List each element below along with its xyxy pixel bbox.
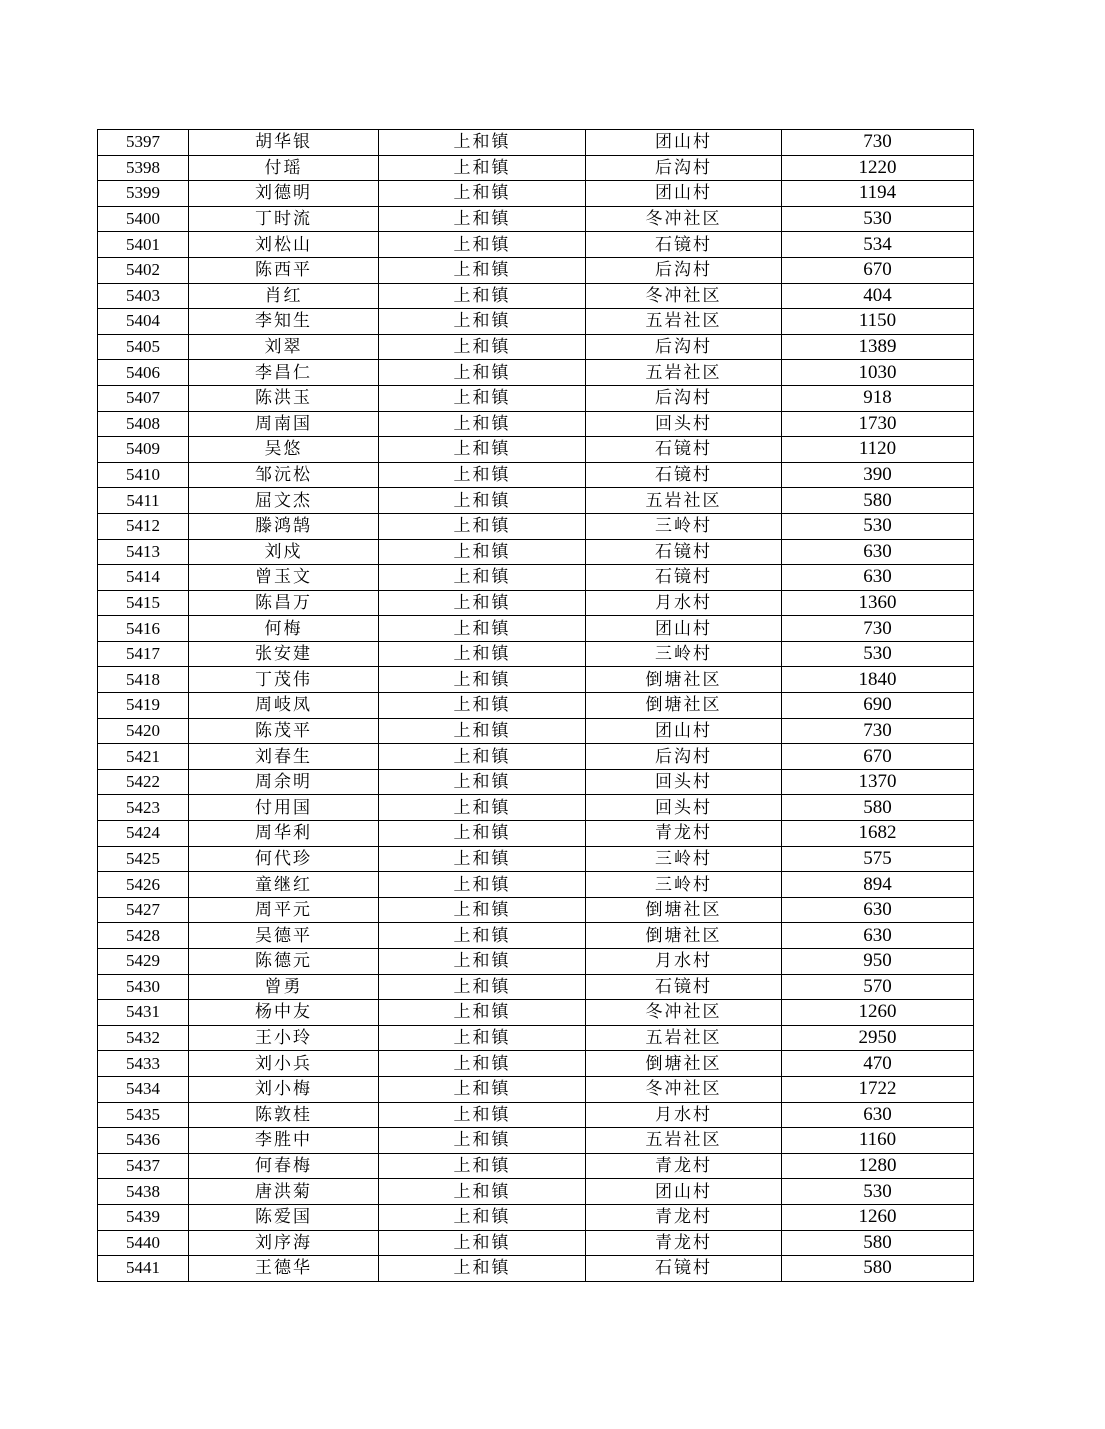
table-row bbox=[98, 897, 974, 923]
person-name-cell: 屈文杰 bbox=[189, 488, 379, 514]
town-cell: 上和镇 bbox=[379, 206, 586, 232]
town-cell: 上和镇 bbox=[379, 1204, 586, 1230]
person-name-cell: 刘翠 bbox=[189, 334, 379, 360]
person-name-cell: 周平元 bbox=[189, 897, 379, 923]
village-cell: 倒塘社区 bbox=[586, 1051, 782, 1077]
village-cell: 五岩社区 bbox=[586, 488, 782, 514]
village-cell: 后沟村 bbox=[586, 744, 782, 770]
village-cell: 团山村 bbox=[586, 181, 782, 207]
amount-cell: 1160 bbox=[782, 1128, 974, 1154]
village-cell: 石镜村 bbox=[586, 462, 782, 488]
person-name-cell: 李知生 bbox=[189, 309, 379, 335]
table-row bbox=[98, 718, 974, 744]
town-cell: 上和镇 bbox=[379, 411, 586, 437]
table-row bbox=[98, 1051, 974, 1077]
row-number-cell: 5414 bbox=[98, 565, 189, 591]
town-cell: 上和镇 bbox=[379, 897, 586, 923]
person-name-cell: 陈昌万 bbox=[189, 590, 379, 616]
village-cell: 团山村 bbox=[586, 718, 782, 744]
person-name-cell: 王德华 bbox=[189, 1256, 379, 1282]
row-number-cell: 5427 bbox=[98, 897, 189, 923]
person-name-cell: 刘戍 bbox=[189, 539, 379, 565]
town-cell: 上和镇 bbox=[379, 385, 586, 411]
village-cell: 倒塘社区 bbox=[586, 897, 782, 923]
table-row bbox=[98, 181, 974, 207]
table-row bbox=[98, 1256, 974, 1282]
village-cell: 石镜村 bbox=[586, 539, 782, 565]
table-row bbox=[98, 309, 974, 335]
table-row bbox=[98, 769, 974, 795]
row-number-cell: 5440 bbox=[98, 1230, 189, 1256]
amount-cell: 404 bbox=[782, 283, 974, 309]
table-row bbox=[98, 641, 974, 667]
amount-cell: 730 bbox=[782, 616, 974, 642]
table-row bbox=[98, 539, 974, 565]
amount-cell: 690 bbox=[782, 693, 974, 719]
village-cell: 石镜村 bbox=[586, 437, 782, 463]
town-cell: 上和镇 bbox=[379, 181, 586, 207]
amount-cell: 390 bbox=[782, 462, 974, 488]
village-cell: 回头村 bbox=[586, 411, 782, 437]
village-cell: 青龙村 bbox=[586, 1230, 782, 1256]
row-number-cell: 5437 bbox=[98, 1153, 189, 1179]
amount-cell: 1840 bbox=[782, 667, 974, 693]
town-cell: 上和镇 bbox=[379, 795, 586, 821]
amount-cell: 630 bbox=[782, 539, 974, 565]
row-number-cell: 5430 bbox=[98, 974, 189, 1000]
table-row bbox=[98, 1076, 974, 1102]
person-name-cell: 吴悠 bbox=[189, 437, 379, 463]
amount-cell: 630 bbox=[782, 1102, 974, 1128]
village-cell: 回头村 bbox=[586, 795, 782, 821]
town-cell: 上和镇 bbox=[379, 360, 586, 386]
town-cell: 上和镇 bbox=[379, 872, 586, 898]
row-number-cell: 5425 bbox=[98, 846, 189, 872]
amount-cell: 530 bbox=[782, 513, 974, 539]
village-cell: 青龙村 bbox=[586, 1204, 782, 1230]
person-name-cell: 何春梅 bbox=[189, 1153, 379, 1179]
table-row bbox=[98, 1179, 974, 1205]
town-cell: 上和镇 bbox=[379, 1128, 586, 1154]
person-name-cell: 周华利 bbox=[189, 821, 379, 847]
amount-cell: 1389 bbox=[782, 334, 974, 360]
amount-cell: 534 bbox=[782, 232, 974, 258]
town-cell: 上和镇 bbox=[379, 1153, 586, 1179]
amount-cell: 580 bbox=[782, 795, 974, 821]
amount-cell: 1730 bbox=[782, 411, 974, 437]
row-number-cell: 5402 bbox=[98, 257, 189, 283]
town-cell: 上和镇 bbox=[379, 437, 586, 463]
row-number-cell: 5409 bbox=[98, 437, 189, 463]
row-number-cell: 5434 bbox=[98, 1076, 189, 1102]
town-cell: 上和镇 bbox=[379, 974, 586, 1000]
person-name-cell: 周余明 bbox=[189, 769, 379, 795]
row-number-cell: 5415 bbox=[98, 590, 189, 616]
table-row bbox=[98, 693, 974, 719]
table-row bbox=[98, 155, 974, 181]
town-cell: 上和镇 bbox=[379, 1051, 586, 1077]
amount-cell: 730 bbox=[782, 718, 974, 744]
row-number-cell: 5413 bbox=[98, 539, 189, 565]
amount-cell: 580 bbox=[782, 1256, 974, 1282]
town-cell: 上和镇 bbox=[379, 641, 586, 667]
town-cell: 上和镇 bbox=[379, 718, 586, 744]
table-row bbox=[98, 411, 974, 437]
table-row bbox=[98, 590, 974, 616]
table-row bbox=[98, 949, 974, 975]
village-cell: 三岭村 bbox=[586, 513, 782, 539]
town-cell: 上和镇 bbox=[379, 513, 586, 539]
village-cell: 月水村 bbox=[586, 590, 782, 616]
row-number-cell: 5408 bbox=[98, 411, 189, 437]
village-cell: 后沟村 bbox=[586, 257, 782, 283]
village-cell: 青龙村 bbox=[586, 1153, 782, 1179]
person-name-cell: 张安建 bbox=[189, 641, 379, 667]
village-cell: 冬冲社区 bbox=[586, 283, 782, 309]
person-name-cell: 李昌仁 bbox=[189, 360, 379, 386]
row-number-cell: 5426 bbox=[98, 872, 189, 898]
town-cell: 上和镇 bbox=[379, 769, 586, 795]
table-row bbox=[98, 257, 974, 283]
village-cell: 后沟村 bbox=[586, 385, 782, 411]
table-row bbox=[98, 1025, 974, 1051]
amount-cell: 530 bbox=[782, 206, 974, 232]
amount-cell: 1150 bbox=[782, 309, 974, 335]
amount-cell: 1260 bbox=[782, 1000, 974, 1026]
person-name-cell: 陈茂平 bbox=[189, 718, 379, 744]
amount-cell: 894 bbox=[782, 872, 974, 898]
row-number-cell: 5399 bbox=[98, 181, 189, 207]
person-name-cell: 何代珍 bbox=[189, 846, 379, 872]
town-cell: 上和镇 bbox=[379, 1230, 586, 1256]
person-name-cell: 杨中友 bbox=[189, 1000, 379, 1026]
amount-cell: 670 bbox=[782, 744, 974, 770]
village-cell: 回头村 bbox=[586, 769, 782, 795]
town-cell: 上和镇 bbox=[379, 309, 586, 335]
person-name-cell: 刘小梅 bbox=[189, 1076, 379, 1102]
town-cell: 上和镇 bbox=[379, 155, 586, 181]
table-row bbox=[98, 667, 974, 693]
row-number-cell: 5419 bbox=[98, 693, 189, 719]
person-name-cell: 刘序海 bbox=[189, 1230, 379, 1256]
row-number-cell: 5428 bbox=[98, 923, 189, 949]
table-row bbox=[98, 744, 974, 770]
row-number-cell: 5401 bbox=[98, 232, 189, 258]
village-cell: 石镜村 bbox=[586, 974, 782, 1000]
row-number-cell: 5397 bbox=[98, 130, 189, 156]
row-number-cell: 5398 bbox=[98, 155, 189, 181]
village-cell: 冬冲社区 bbox=[586, 1076, 782, 1102]
row-number-cell: 5436 bbox=[98, 1128, 189, 1154]
town-cell: 上和镇 bbox=[379, 539, 586, 565]
row-number-cell: 5400 bbox=[98, 206, 189, 232]
town-cell: 上和镇 bbox=[379, 1076, 586, 1102]
person-name-cell: 陈西平 bbox=[189, 257, 379, 283]
person-name-cell: 刘春生 bbox=[189, 744, 379, 770]
row-number-cell: 5407 bbox=[98, 385, 189, 411]
person-name-cell: 曾玉文 bbox=[189, 565, 379, 591]
amount-cell: 1120 bbox=[782, 437, 974, 463]
amount-cell: 1370 bbox=[782, 769, 974, 795]
village-cell: 三岭村 bbox=[586, 846, 782, 872]
table-row bbox=[98, 283, 974, 309]
table-row bbox=[98, 565, 974, 591]
town-cell: 上和镇 bbox=[379, 616, 586, 642]
town-cell: 上和镇 bbox=[379, 1000, 586, 1026]
amount-cell: 1220 bbox=[782, 155, 974, 181]
table-row bbox=[98, 130, 974, 156]
row-number-cell: 5418 bbox=[98, 667, 189, 693]
village-cell: 后沟村 bbox=[586, 334, 782, 360]
amount-cell: 1260 bbox=[782, 1204, 974, 1230]
amount-cell: 1722 bbox=[782, 1076, 974, 1102]
amount-cell: 530 bbox=[782, 1179, 974, 1205]
person-name-cell: 邹沅松 bbox=[189, 462, 379, 488]
town-cell: 上和镇 bbox=[379, 667, 586, 693]
table-row bbox=[98, 1102, 974, 1128]
row-number-cell: 5410 bbox=[98, 462, 189, 488]
person-name-cell: 刘德明 bbox=[189, 181, 379, 207]
row-number-cell: 5429 bbox=[98, 949, 189, 975]
amount-cell: 580 bbox=[782, 1230, 974, 1256]
village-cell: 团山村 bbox=[586, 130, 782, 156]
person-name-cell: 丁时流 bbox=[189, 206, 379, 232]
town-cell: 上和镇 bbox=[379, 590, 586, 616]
person-name-cell: 曾勇 bbox=[189, 974, 379, 1000]
person-name-cell: 何梅 bbox=[189, 616, 379, 642]
person-name-cell: 陈洪玉 bbox=[189, 385, 379, 411]
table-row bbox=[98, 846, 974, 872]
row-number-cell: 5421 bbox=[98, 744, 189, 770]
row-number-cell: 5439 bbox=[98, 1204, 189, 1230]
row-number-cell: 5438 bbox=[98, 1179, 189, 1205]
town-cell: 上和镇 bbox=[379, 949, 586, 975]
town-cell: 上和镇 bbox=[379, 693, 586, 719]
table-row bbox=[98, 872, 974, 898]
table-row bbox=[98, 795, 974, 821]
village-cell: 团山村 bbox=[586, 1179, 782, 1205]
amount-cell: 950 bbox=[782, 949, 974, 975]
town-cell: 上和镇 bbox=[379, 1102, 586, 1128]
row-number-cell: 5422 bbox=[98, 769, 189, 795]
roster-table bbox=[97, 129, 974, 1282]
amount-cell: 670 bbox=[782, 257, 974, 283]
table-row bbox=[98, 974, 974, 1000]
row-number-cell: 5406 bbox=[98, 360, 189, 386]
amount-cell: 1360 bbox=[782, 590, 974, 616]
person-name-cell: 肖红 bbox=[189, 283, 379, 309]
amount-cell: 1682 bbox=[782, 821, 974, 847]
village-cell: 石镜村 bbox=[586, 232, 782, 258]
amount-cell: 918 bbox=[782, 385, 974, 411]
row-number-cell: 5420 bbox=[98, 718, 189, 744]
amount-cell: 1030 bbox=[782, 360, 974, 386]
person-name-cell: 刘松山 bbox=[189, 232, 379, 258]
row-number-cell: 5412 bbox=[98, 513, 189, 539]
table-row bbox=[98, 1153, 974, 1179]
table-row bbox=[98, 1230, 974, 1256]
village-cell: 倒塘社区 bbox=[586, 923, 782, 949]
town-cell: 上和镇 bbox=[379, 283, 586, 309]
row-number-cell: 5417 bbox=[98, 641, 189, 667]
person-name-cell: 周南国 bbox=[189, 411, 379, 437]
town-cell: 上和镇 bbox=[379, 462, 586, 488]
amount-cell: 575 bbox=[782, 846, 974, 872]
row-number-cell: 5435 bbox=[98, 1102, 189, 1128]
person-name-cell: 滕鸿鹄 bbox=[189, 513, 379, 539]
town-cell: 上和镇 bbox=[379, 923, 586, 949]
row-number-cell: 5416 bbox=[98, 616, 189, 642]
person-name-cell: 王小玲 bbox=[189, 1025, 379, 1051]
amount-cell: 730 bbox=[782, 130, 974, 156]
village-cell: 五岩社区 bbox=[586, 1025, 782, 1051]
amount-cell: 630 bbox=[782, 923, 974, 949]
amount-cell: 2950 bbox=[782, 1025, 974, 1051]
village-cell: 月水村 bbox=[586, 1102, 782, 1128]
amount-cell: 530 bbox=[782, 641, 974, 667]
person-name-cell: 胡华银 bbox=[189, 130, 379, 156]
row-number-cell: 5403 bbox=[98, 283, 189, 309]
row-number-cell: 5441 bbox=[98, 1256, 189, 1282]
roster-table-body bbox=[98, 130, 974, 1282]
village-cell: 五岩社区 bbox=[586, 360, 782, 386]
table-row bbox=[98, 462, 974, 488]
village-cell: 石镜村 bbox=[586, 1256, 782, 1282]
person-name-cell: 陈爱国 bbox=[189, 1204, 379, 1230]
table-row bbox=[98, 385, 974, 411]
village-cell: 五岩社区 bbox=[586, 1128, 782, 1154]
table-row bbox=[98, 1128, 974, 1154]
person-name-cell: 陈德元 bbox=[189, 949, 379, 975]
town-cell: 上和镇 bbox=[379, 821, 586, 847]
row-number-cell: 5404 bbox=[98, 309, 189, 335]
person-name-cell: 付瑶 bbox=[189, 155, 379, 181]
person-name-cell: 李胜中 bbox=[189, 1128, 379, 1154]
town-cell: 上和镇 bbox=[379, 130, 586, 156]
person-name-cell: 付用国 bbox=[189, 795, 379, 821]
village-cell: 三岭村 bbox=[586, 872, 782, 898]
table-row bbox=[98, 616, 974, 642]
person-name-cell: 吴德平 bbox=[189, 923, 379, 949]
table-row bbox=[98, 923, 974, 949]
village-cell: 五岩社区 bbox=[586, 309, 782, 335]
village-cell: 冬冲社区 bbox=[586, 206, 782, 232]
town-cell: 上和镇 bbox=[379, 232, 586, 258]
person-name-cell: 童继红 bbox=[189, 872, 379, 898]
town-cell: 上和镇 bbox=[379, 488, 586, 514]
village-cell: 后沟村 bbox=[586, 155, 782, 181]
amount-cell: 1194 bbox=[782, 181, 974, 207]
row-number-cell: 5431 bbox=[98, 1000, 189, 1026]
village-cell: 石镜村 bbox=[586, 565, 782, 591]
village-cell: 倒塘社区 bbox=[586, 693, 782, 719]
row-number-cell: 5432 bbox=[98, 1025, 189, 1051]
town-cell: 上和镇 bbox=[379, 1179, 586, 1205]
town-cell: 上和镇 bbox=[379, 565, 586, 591]
village-cell: 倒塘社区 bbox=[586, 667, 782, 693]
amount-cell: 1280 bbox=[782, 1153, 974, 1179]
person-name-cell: 丁茂伟 bbox=[189, 667, 379, 693]
row-number-cell: 5423 bbox=[98, 795, 189, 821]
amount-cell: 570 bbox=[782, 974, 974, 1000]
town-cell: 上和镇 bbox=[379, 1025, 586, 1051]
table-row bbox=[98, 1000, 974, 1026]
table-row bbox=[98, 206, 974, 232]
village-cell: 青龙村 bbox=[586, 821, 782, 847]
person-name-cell: 唐洪菊 bbox=[189, 1179, 379, 1205]
amount-cell: 580 bbox=[782, 488, 974, 514]
town-cell: 上和镇 bbox=[379, 846, 586, 872]
village-cell: 冬冲社区 bbox=[586, 1000, 782, 1026]
table-row bbox=[98, 513, 974, 539]
table-row bbox=[98, 488, 974, 514]
town-cell: 上和镇 bbox=[379, 334, 586, 360]
amount-cell: 630 bbox=[782, 565, 974, 591]
table-row bbox=[98, 232, 974, 258]
village-cell: 团山村 bbox=[586, 616, 782, 642]
row-number-cell: 5411 bbox=[98, 488, 189, 514]
table-row bbox=[98, 360, 974, 386]
table-row bbox=[98, 821, 974, 847]
person-name-cell: 陈敦桂 bbox=[189, 1102, 379, 1128]
table-row bbox=[98, 1204, 974, 1230]
row-number-cell: 5433 bbox=[98, 1051, 189, 1077]
amount-cell: 630 bbox=[782, 897, 974, 923]
town-cell: 上和镇 bbox=[379, 257, 586, 283]
row-number-cell: 5405 bbox=[98, 334, 189, 360]
row-number-cell: 5424 bbox=[98, 821, 189, 847]
village-cell: 三岭村 bbox=[586, 641, 782, 667]
person-name-cell: 周岐凤 bbox=[189, 693, 379, 719]
table-row bbox=[98, 437, 974, 463]
person-name-cell: 刘小兵 bbox=[189, 1051, 379, 1077]
village-cell: 月水村 bbox=[586, 949, 782, 975]
table-row bbox=[98, 334, 974, 360]
town-cell: 上和镇 bbox=[379, 1256, 586, 1282]
amount-cell: 470 bbox=[782, 1051, 974, 1077]
town-cell: 上和镇 bbox=[379, 744, 586, 770]
